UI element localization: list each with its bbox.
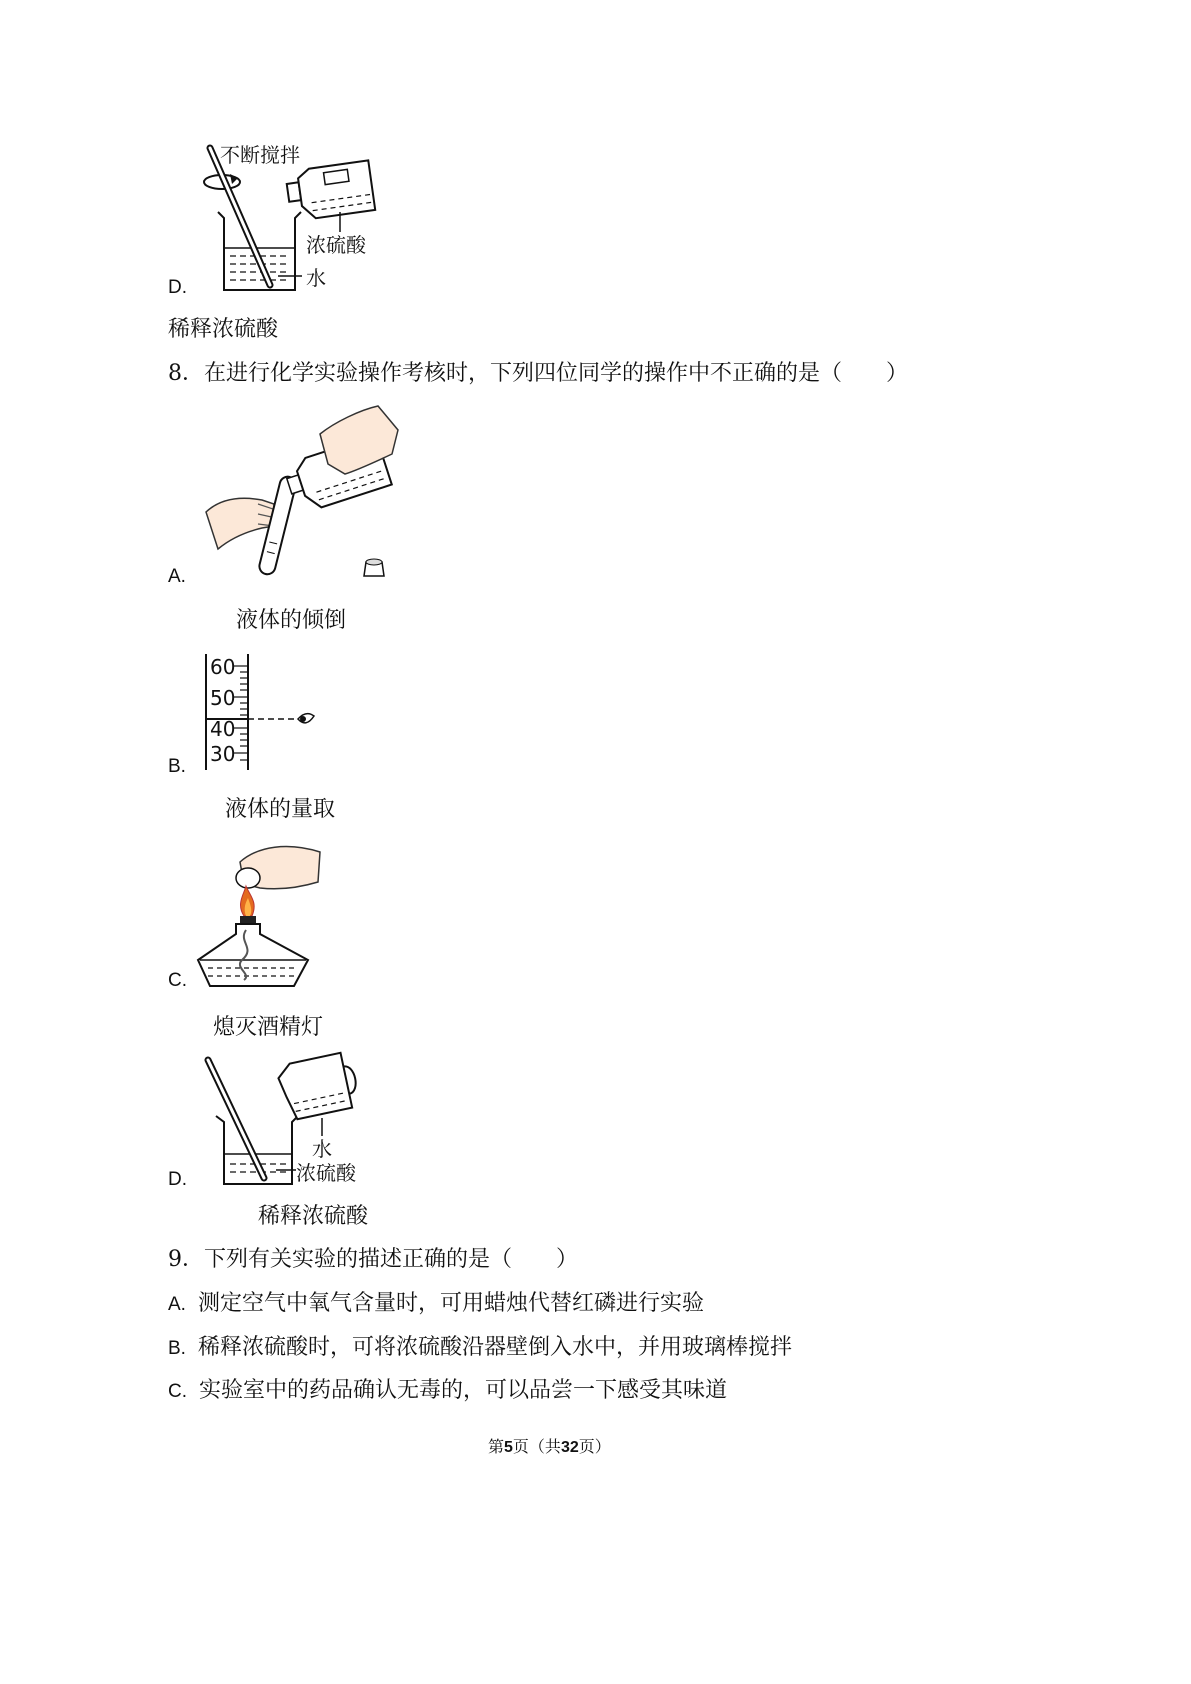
option-text: 测定空气中氧气含量时，可用蜡烛代替红磷进行实验: [197, 1291, 704, 1316]
label-water: 水: [312, 1137, 332, 1161]
q9-option-a: [168, 1290, 704, 1319]
total-pages: 32: [560, 1439, 579, 1456]
page-number: 5: [504, 1439, 513, 1456]
question-9-stem: 9．下列有关实验的描述正确的是（ ）: [168, 1247, 578, 1272]
q9-option-b: [168, 1334, 792, 1363]
figure-caption: 液体的量取: [225, 797, 336, 822]
figure-measure-liquid: [198, 650, 328, 775]
option-letter: A.: [168, 1294, 186, 1315]
page-footer: 第5页（共32页）: [488, 1437, 611, 1456]
scale-40: 40: [210, 717, 236, 741]
option-letter: B.: [168, 1338, 186, 1359]
q9-option-c: [168, 1377, 727, 1406]
option-letter: C.: [168, 970, 187, 991]
option-text: 实验室中的药品确认无毒的，可以品尝一下感受其味道: [199, 1378, 728, 1403]
option-text: 稀释浓硫酸时，可将浓硫酸沿器壁倒入水中，并用玻璃棒搅拌: [197, 1335, 792, 1360]
figure-caption: 稀释浓硫酸: [168, 317, 279, 342]
option-letter: C.: [168, 1381, 187, 1402]
figure-caption: 稀释浓硫酸: [258, 1204, 369, 1229]
figure-dilute-acid-incorrect: [200, 1052, 380, 1192]
figure-dilute-acid-correct: [200, 140, 410, 315]
figure-caption: 熄灭酒精灯: [213, 1015, 324, 1040]
option-letter: D.: [168, 1169, 187, 1190]
question-8-stem: 8．在进行化学实验操作考核时，下列四位同学的操作中不正确的是（ ）: [168, 361, 908, 386]
option-letter: A.: [168, 566, 186, 587]
option-letter: B.: [168, 756, 186, 777]
option-letter: D.: [168, 277, 187, 298]
label-water: 水: [306, 266, 326, 290]
figure-pour-liquid: [200, 404, 400, 584]
scale-60: 60: [210, 655, 236, 679]
label-acid: 浓硫酸: [296, 1161, 356, 1185]
figure-alcohol-lamp: [198, 838, 328, 998]
label-stir: 不断搅拌: [220, 143, 300, 167]
scale-30: 30: [210, 742, 236, 766]
scale-50: 50: [210, 686, 236, 710]
figure-caption: 液体的倾倒: [236, 608, 347, 633]
label-acid: 浓硫酸: [306, 233, 366, 257]
